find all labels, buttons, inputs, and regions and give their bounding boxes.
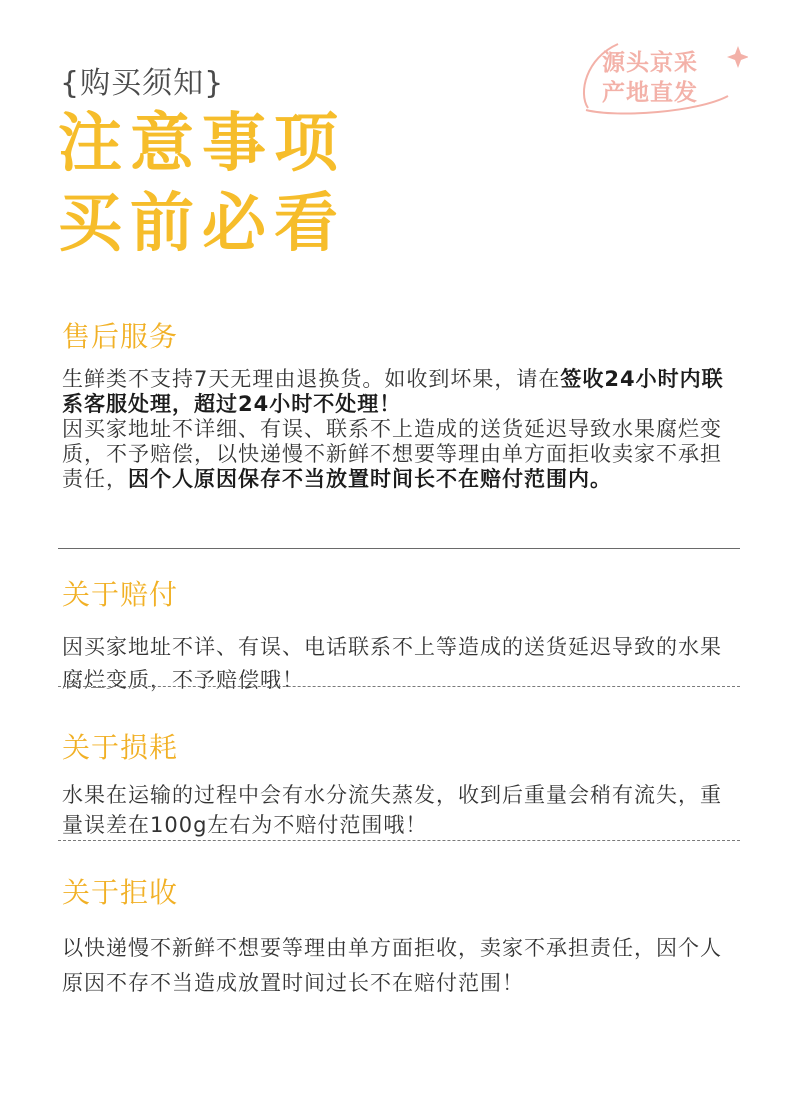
- section-after-sales: [62, 315, 742, 492]
- section-title: 关于损耗: [62, 731, 179, 764]
- divider-solid: [58, 548, 740, 549]
- main-title-line1: 注意事项: [58, 107, 346, 181]
- section-title: 售后服务: [62, 320, 179, 353]
- section-compensation: [62, 573, 742, 697]
- main-title-line2: 买前必看: [58, 187, 346, 261]
- section-body: 因买家地址不详、有误、电话联系不上等造成的送货延迟导致的水果腐烂变质，不予赔偿哦！: [62, 635, 722, 692]
- origin-stamp-logo: [578, 38, 748, 118]
- divider-dashed: [58, 840, 740, 841]
- body-text: 生鲜类不支持7天无理由退换货。如收到坏果，请在: [62, 367, 561, 391]
- section-body: [62, 367, 742, 492]
- stamp-line1: 源头京采: [602, 50, 698, 76]
- section-body: 水果在运输的过程中会有水分流失蒸发，收到后重量会稍有流失，重量误差在100g左右为不赔付范围哦！: [62, 783, 722, 837]
- section-body: 以快递慢不新鲜不想要等理由单方面拒收，卖家不承担责任，因个人原因不存不当造成放置时间过长不在赔付范围！: [62, 936, 722, 995]
- section-title: 关于赔付: [62, 578, 179, 611]
- divider-dashed: [58, 686, 740, 687]
- sparkle-icon: [727, 46, 748, 68]
- notice-tag: {购买须知}: [60, 66, 225, 101]
- section-refusal: [62, 871, 742, 1001]
- body-bold-text: 因个人原因保存不当放置时间长不在赔付范围内。: [128, 467, 612, 491]
- section-loss: [62, 726, 742, 840]
- body-text: 因买家地址不详细、有误、联系不上造成的送货延迟导致水果腐烂变质，不予赔偿，以快递慢不新鲜不想要等理由单方面拒收卖家不承担责任，: [62, 417, 722, 491]
- stamp-line2: 产地直发: [602, 80, 698, 106]
- body-bold-text: 签收24小时内联系客服处理，超过24小时不处理！: [62, 367, 724, 416]
- section-title: 关于拒收: [62, 876, 179, 909]
